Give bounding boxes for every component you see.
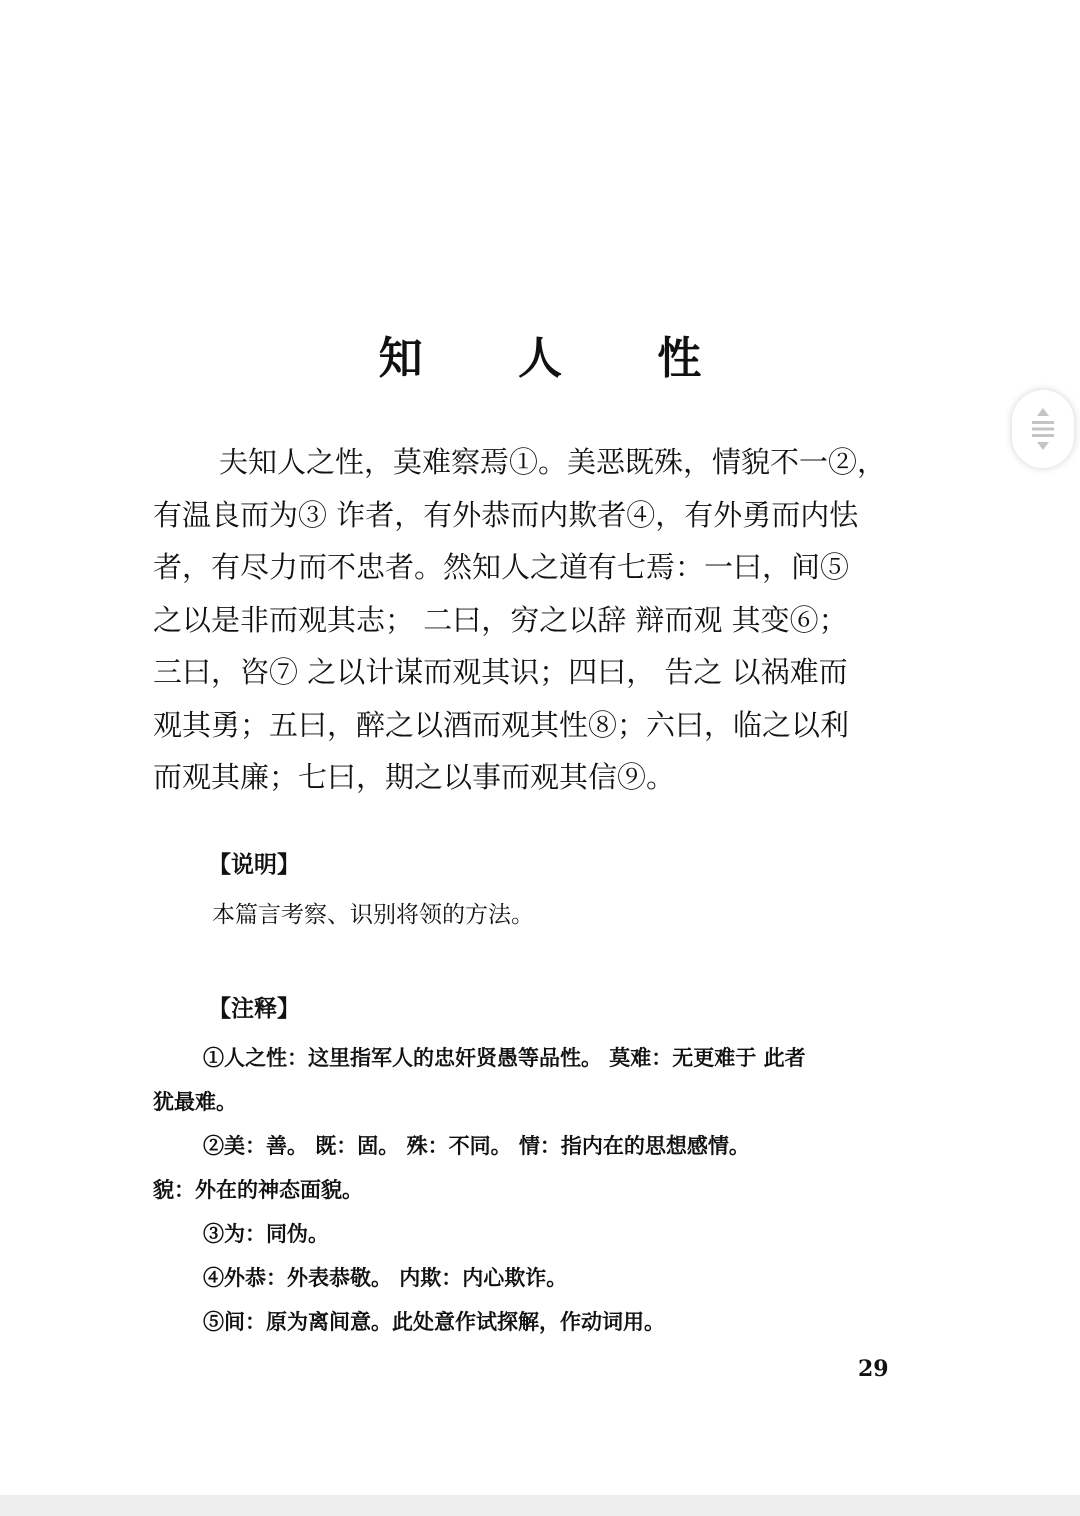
- annotations-heading: 【注释】: [208, 995, 300, 1022]
- annotation-line: 犹最难。: [153, 1089, 237, 1114]
- main-text-line: 观其勇；五曰，醉之以酒而观其性⑧；六曰，临之以利: [153, 707, 850, 742]
- scroll-handle-icon: [1028, 406, 1058, 452]
- main-text-line: 之以是非而观其志； 二曰，穷之以辞 辩而观 其变⑥；: [153, 602, 848, 637]
- annotation-line: ②美：善。 既：固。 殊：不同。 情：指内在的思想感情。: [203, 1133, 750, 1158]
- scroll-handle[interactable]: [1012, 390, 1074, 468]
- main-text-line: 而观其廉；七曰，期之以事而观其信⑨。: [153, 760, 676, 794]
- explanation-heading: 【说明】: [208, 851, 300, 878]
- annotation-line: 貌：外在的神态面貌。: [153, 1177, 363, 1202]
- bottom-strip: [0, 1495, 1080, 1516]
- main-text-line: 夫知人之性，莫难察焉①。美恶既殊，情貌不一②，: [219, 445, 887, 479]
- page-number: 29: [858, 1356, 889, 1382]
- page-title: 知 人 性: [378, 333, 742, 384]
- annotation-line: ④外恭：外表恭敬。 内欺：内心欺诈。: [203, 1265, 568, 1290]
- annotation-line: ⑤间：原为离间意。此处意作试探解，作动词用。: [203, 1309, 665, 1334]
- main-text: [153, 436, 928, 804]
- main-text-line: 者，有尽力而不忠者。然知人之道有七焉：一曰，间⑤: [153, 550, 850, 584]
- main-text-line: 有温良而为③ 诈者，有外恭而内欺者④，有外勇而内怯: [153, 497, 859, 532]
- annotation-line: ①人之性：这里指军人的忠奸贤愚等品性。 莫难：无更难于 此者: [203, 1045, 806, 1070]
- annotations-list: [153, 1036, 923, 1344]
- main-text-line: 三曰，咨⑦ 之以计谋而观其识；四曰， 告之 以祸难而: [153, 655, 848, 689]
- explanation-text: 本篇言考察、识别将领的方法。: [212, 902, 534, 928]
- annotation-line: ③为：同伪。: [203, 1221, 329, 1246]
